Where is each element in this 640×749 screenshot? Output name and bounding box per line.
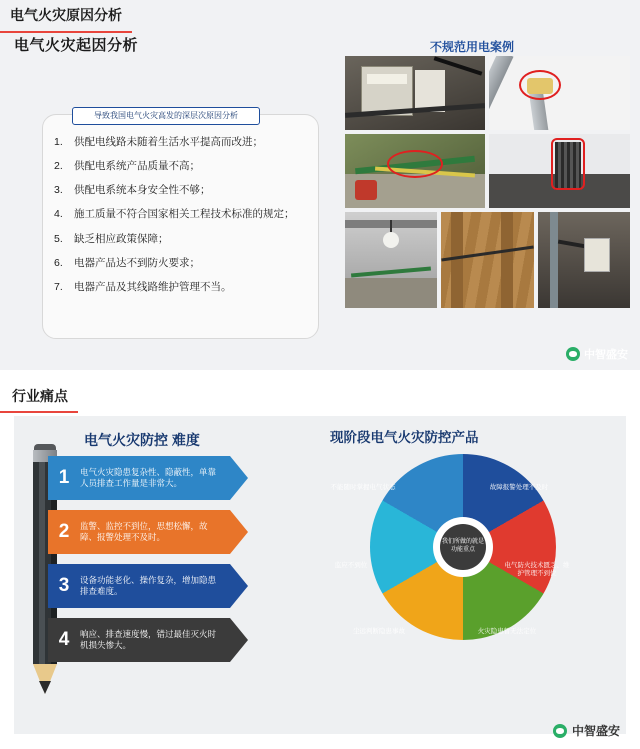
cause-badge: 导致我国电气火灾高发的深层次原因分析 bbox=[72, 107, 260, 125]
step-number: 4 bbox=[58, 629, 70, 650]
green-wire-junction-photo bbox=[345, 134, 485, 208]
cause-number: 5. bbox=[54, 232, 63, 245]
list-item bbox=[54, 136, 310, 149]
section-electrical-fire-causes bbox=[0, 0, 640, 370]
list-item bbox=[54, 233, 310, 246]
list-item bbox=[48, 618, 268, 662]
cause-text: 电器产品及其线路维护管理不当。 bbox=[74, 280, 232, 293]
section2-title-bar: 行业痛点 bbox=[0, 382, 78, 413]
step-number: 1 bbox=[58, 467, 70, 488]
ceiling-lamp-wire-photo bbox=[345, 212, 437, 308]
cause-number: 1. bbox=[54, 136, 63, 148]
cause-number: 2. bbox=[54, 160, 63, 173]
wechat-icon bbox=[553, 724, 567, 738]
brand-watermark bbox=[566, 346, 628, 362]
cause-number: 6. bbox=[54, 256, 63, 269]
cause-list bbox=[54, 136, 310, 305]
step-text: 电气火灾隐患复杂性、隐蔽性，单靠人员排查工作量是非常大。 bbox=[80, 466, 217, 488]
brand-name: 中智盛安 bbox=[584, 349, 628, 361]
outlet-box-photo bbox=[345, 56, 485, 130]
donut-segment-label: 故障报警处理不及时 bbox=[489, 484, 549, 491]
right-panel-title: 现阶段电气火灾防控产品 bbox=[330, 430, 479, 445]
case-gallery-heading: 不规范用电案例 bbox=[430, 40, 515, 54]
cause-text: 缺乏相应政策保障； bbox=[74, 232, 169, 245]
cable-bundle-photo bbox=[489, 134, 630, 208]
list-item bbox=[54, 281, 310, 294]
list-item bbox=[48, 456, 268, 500]
list-item bbox=[48, 510, 268, 554]
meter-box-photo bbox=[538, 212, 630, 308]
section1-heading: 电气火灾起因分析 bbox=[14, 37, 139, 54]
donut-segment-label: 火灾隐患暂无法定位 bbox=[477, 628, 537, 635]
step-text: 设备功能老化、操作复杂，增加隐患排查难度。 bbox=[80, 574, 217, 596]
step-text: 监警、监控不到位，思想松懈，故障、报警处理不及时。 bbox=[80, 520, 208, 542]
cause-number: 7. bbox=[54, 280, 63, 293]
cause-text: 施工质量不符合国家相关工程技术标准的规定； bbox=[74, 208, 295, 221]
donut-segment-label: 不能随时掌握电气状态 bbox=[330, 484, 396, 491]
left-panel-title: 电气火灾防控 难度 bbox=[84, 432, 200, 448]
list-item bbox=[48, 564, 268, 608]
cause-text: 电器产品达不到防火要求； bbox=[74, 256, 200, 269]
pain-point-steps bbox=[48, 456, 268, 672]
donut-segment-label: 尘远判断隐患事故 bbox=[353, 628, 405, 635]
list-item bbox=[54, 208, 310, 221]
pipe-clamp-photo bbox=[489, 56, 630, 130]
case-photo-gallery bbox=[345, 56, 630, 312]
cause-number: 4. bbox=[54, 208, 63, 221]
list-item bbox=[54, 257, 310, 270]
step-text: 响应、排查速度慢，错过最佳灭火时机损失惨大。 bbox=[80, 628, 217, 650]
wechat-icon bbox=[566, 347, 580, 361]
donut-center bbox=[433, 517, 493, 577]
step-number: 3 bbox=[58, 575, 70, 596]
cause-text: 供配电系统本身安全性不够； bbox=[74, 184, 211, 197]
brand-watermark bbox=[553, 722, 620, 739]
brand-name: 中智盛安 bbox=[571, 724, 620, 738]
donut-diagram bbox=[318, 448, 608, 700]
cause-number: 3. bbox=[54, 184, 63, 197]
cause-text: 供配电线路未随着生活水平提高而改进； bbox=[74, 136, 263, 148]
step-number: 2 bbox=[58, 521, 70, 542]
list-item bbox=[54, 160, 310, 173]
donut-segment-label: 监应不到位 bbox=[334, 562, 368, 569]
cause-text: 供配电系统产品质量不高； bbox=[74, 160, 200, 173]
donut-center-label: 我们所做的就是功能重点 bbox=[440, 524, 486, 570]
section-industry-pain-points bbox=[0, 370, 640, 749]
donut-segment-label: 电气防火技术匮乏、维护管理不到位 bbox=[504, 562, 570, 578]
attic-wood-wire-photo bbox=[441, 212, 533, 308]
section1-title-bar: 电气火灾原因分析 bbox=[0, 0, 132, 33]
list-item bbox=[54, 184, 310, 197]
